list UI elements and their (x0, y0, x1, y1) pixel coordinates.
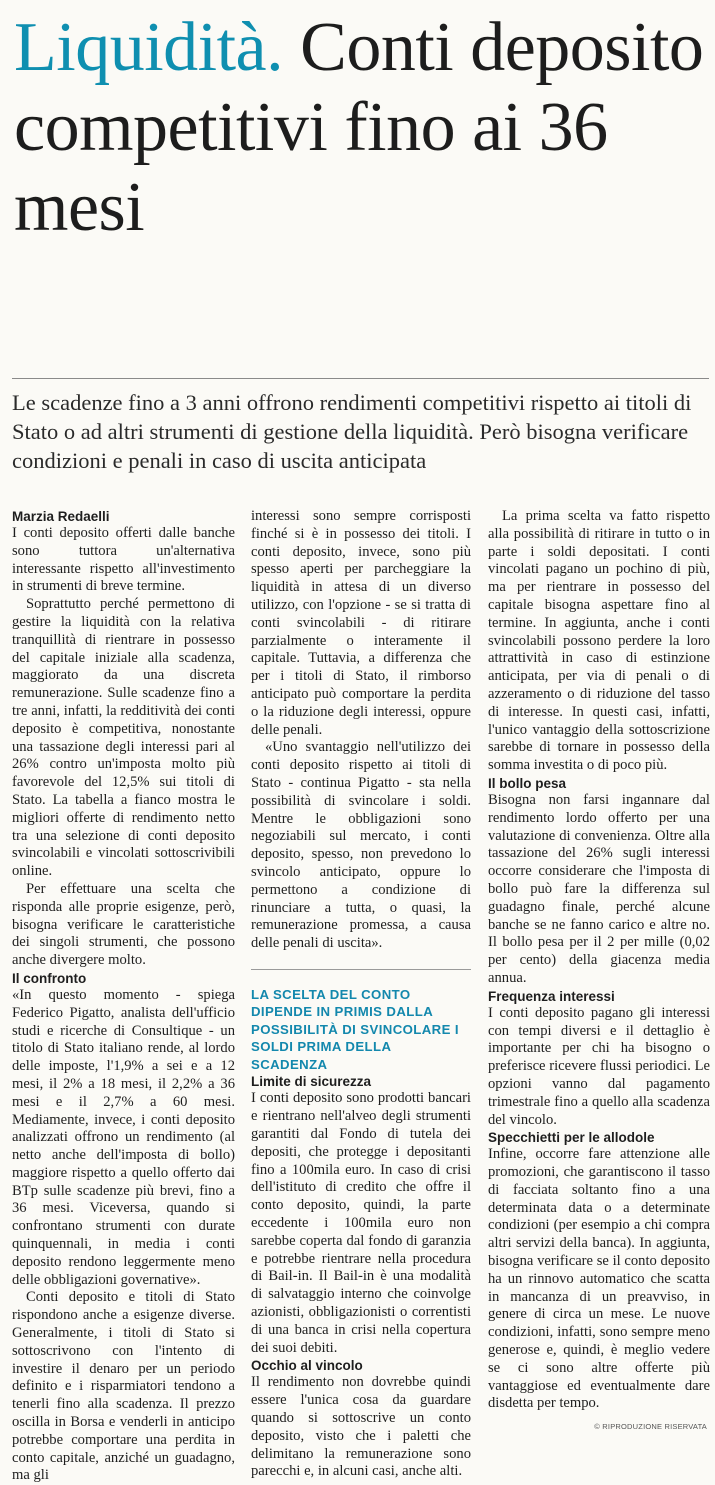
paragraph: «Uno svantaggio nell'utilizzo dei conti deposito rispetto ai titoli di Stato - continua Pigatto - sta nella possibilità di svincolare i soldi. Mentre le obbligazioni sono negoziabili sul mercato, i conti deposito, spesso, non prevedono lo svincolo anticipato, oppure lo permettono a condizione di rinunciare a tutta, o quasi, la remunerazione promessa, a causa delle penali di uscita». (251, 739, 471, 952)
paragraph: Bisogna non farsi ingannare dal rendimento lordo offerto per una valutazione di convenienza. Oltre alla tassazione del 26% sugli interessi occorre considerare che l'imposta di bollo può fare la differenza sul guadagno finale, perché alcune banche se ne fanno carico e altre no. Il bollo pesa per il 2 per mille (0,02 per cento) della giacenza media annua. (488, 791, 710, 986)
standfirst: Le scadenze fino a 3 anni offrono rendimenti competitivi rispetto ai titoli di Stato o ad altri strumenti di gestione della liquidità. Però bisogna verificare condizioni e penali in caso di uscita anticipata (12, 390, 692, 473)
headline-kicker: Liquidità. (14, 9, 284, 86)
subheading-limite-di-sicurezza: Limite di sicurezza (251, 1074, 372, 1090)
paragraph: I conti deposito offerti dalle banche sono tuttora un'alternativa interessante rispetto all'investimento in strumenti di breve termine. (12, 525, 235, 595)
subheading-specchietti: Specchietti per le allodole (488, 1130, 655, 1146)
paragraph: Conti deposito e titoli di Stato rispondono anche a esigenze diverse. Generalmente, i titoli di Stato si sottoscrivono con l'intento di investire il denaro per un periodo definito e i risparmiatori tendono a tenerli fino alla scadenza. Il prezzo oscilla in Borsa e venderli in anticipo potrebbe comportare una perdita in conto capitale, anziché un guadagno, ma gli (12, 1289, 235, 1484)
article-column-3 (488, 508, 710, 1413)
paragraph: La prima scelta va fatto rispetto alla possibilità di ritirare in tutto o in parte i soldi depositati. I conti vincolati pagano un pochino di più, ma per rientrare in possesso del capitale bisogna aspettare fino al termine. In aggiunta, anche i conti svincolabili possono perdere la loro attrattività in caso di estinzione anticipata, per via di penali o di azzeramento o di riduzione del tasso di interesse. In questi casi, infatti, l'unico vantaggio della sottoscrizione sarebbe di tornare in possesso della somma investita o di poco più. (488, 508, 710, 774)
subheading-il-bollo-pesa: Il bollo pesa (488, 775, 567, 791)
headline-title: Conti deposito competitivi fino ai 36 mesi (14, 9, 704, 246)
subheading-occhio-al-vincolo: Occhio al vincolo (251, 1358, 363, 1374)
paragraph: Il rendimento non dovrebbe quindi essere l'unica cosa da guardare quando si sottoscrive un conto deposito, visto che i paletti che delimitano la remunerazione sono parecchi e, in alcuni casi, anche alti. (251, 1374, 471, 1480)
article-column-1 (12, 508, 235, 1485)
paragraph: Soprattutto perché permettono di gestire la liquidità con la relativa tranquillità di rientrare in possesso del capitale iniziale alla scadenza, maggiorato da una discreta remunerazione. Sulle scadenze fino a tre anni, infatti, la redditività dei conti deposito è competitiva, nonostante una tassazione degli interessi pari al 26% contro un'imposta molto più favorevole del 12,5% sui titoli di Stato. La tabella a fianco mostra le migliori offerte di rendimento netto tra una selezione di conti deposito svincolabili e vincolati sottoscrivibili online. (12, 596, 235, 880)
paragraph: «In questo momento - spiega Federico Pigatto, analista dell'ufficio studi e ricerche di Consultique - un titolo di Stato italiano rende, al lordo delle imposte, l'1,9% a sei e a 12 mesi, il 2% a 18 mesi, il 2,2% a 36 mesi e il 2,7% a 60 mesi. Mediamente, invece, i conti deposito analizzati offrono un rendimento (al netto anche dell'imposta di bollo) maggiore rispetto a quello offerto dai BTp sulle scadenze più brevi, fino a 36 mesi. Viceversa, quando si confrontano strumenti con durate quinquennali, in media i conti deposito rendono leggermente meno delle obbligazioni governative». (12, 986, 235, 1288)
headline (14, 8, 709, 248)
pullquote: LA SCELTA DEL CONTO DIPENDE IN PRIMIS DALLA POSSIBILITÀ DI SVINCOLARE I SOLDI PRIMA DELLA SCADENZA (251, 986, 459, 1072)
subheading-frequenza-interessi: Frequenza interessi (488, 988, 615, 1004)
article-column-2 (251, 508, 471, 1481)
paragraph: I conti deposito pagano gli interessi con tempi diversi e il dettaglio è importante per chi ha bisogno o preferisce ricevere flussi periodici. Le opzioni vanno dal pagamento trimestrale fino a quello alla scadenza del vincolo. (488, 1004, 710, 1128)
paragraph: I conti deposito sono prodotti bancari e rientrano nell'alveo degli strumenti garantiti dal Fondo di tutela dei depositi, che protegge i depositanti fino a 100mila euro. In caso di crisi dell'istituto di credito che offre il conto deposito, quindi, la parte eccedente i 100mila euro non sarebbe coperta dal fondo di garanzia e potrebbe rientrare nella procedura di Bail-in. Il Bail-in è una modalità di salvataggio interno che coinvolge azionisti, obbligazionisti o correntisti di una banca in crisi nella copertura dei suoi debiti. (251, 1090, 471, 1356)
copyright-notice: © RIPRODUZIONE RISERVATA (594, 1422, 707, 1431)
subheading-il-confronto: Il confronto (12, 970, 87, 986)
paragraph: interessi sono sempre corrisposti finché si è in possesso dei titoli. I conti deposito, invece, sono più spesso aperti per parcheggiare la liquidità in attesa di un diverso utilizzo, con l'opzione - se si tratta di conti svincolabili - di ritirare parzialmente o interamente il capitale. Tuttavia, a differenza che per i titoli di Stato, il rimborso anticipato può comportare la perdita o la riduzione degli interessi, oppure delle penali. (251, 508, 471, 738)
pullquote-divider (251, 969, 471, 970)
paragraph: Infine, occorre fare attenzione alle promozioni, che garantiscono il tasso di facciata soltanto fino a una determinata data o a determinate condizioni (per esempio a chi compra altri servizi della banca). In aggiunta, bisogna verificare se il conto deposito ha un rinnovo automatico che scatta in mancanza di un preavviso, in genere di circa un mese. Le nuove condizioni, infatti, sono sempre meno generose e, quindi, è meglio vedere se ci sono altre offerte più vantaggiose ed eventualmente dare disdetta per tempo. (488, 1146, 710, 1412)
paragraph: Per effettuare una scelta che risponda alle proprie esigenze, però, bisogna verificare le caratteristiche dei singoli strumenti, che possono anche divergere molto. (12, 880, 235, 969)
byline: Marzia Redaelli (12, 509, 110, 524)
top-divider (12, 378, 709, 379)
